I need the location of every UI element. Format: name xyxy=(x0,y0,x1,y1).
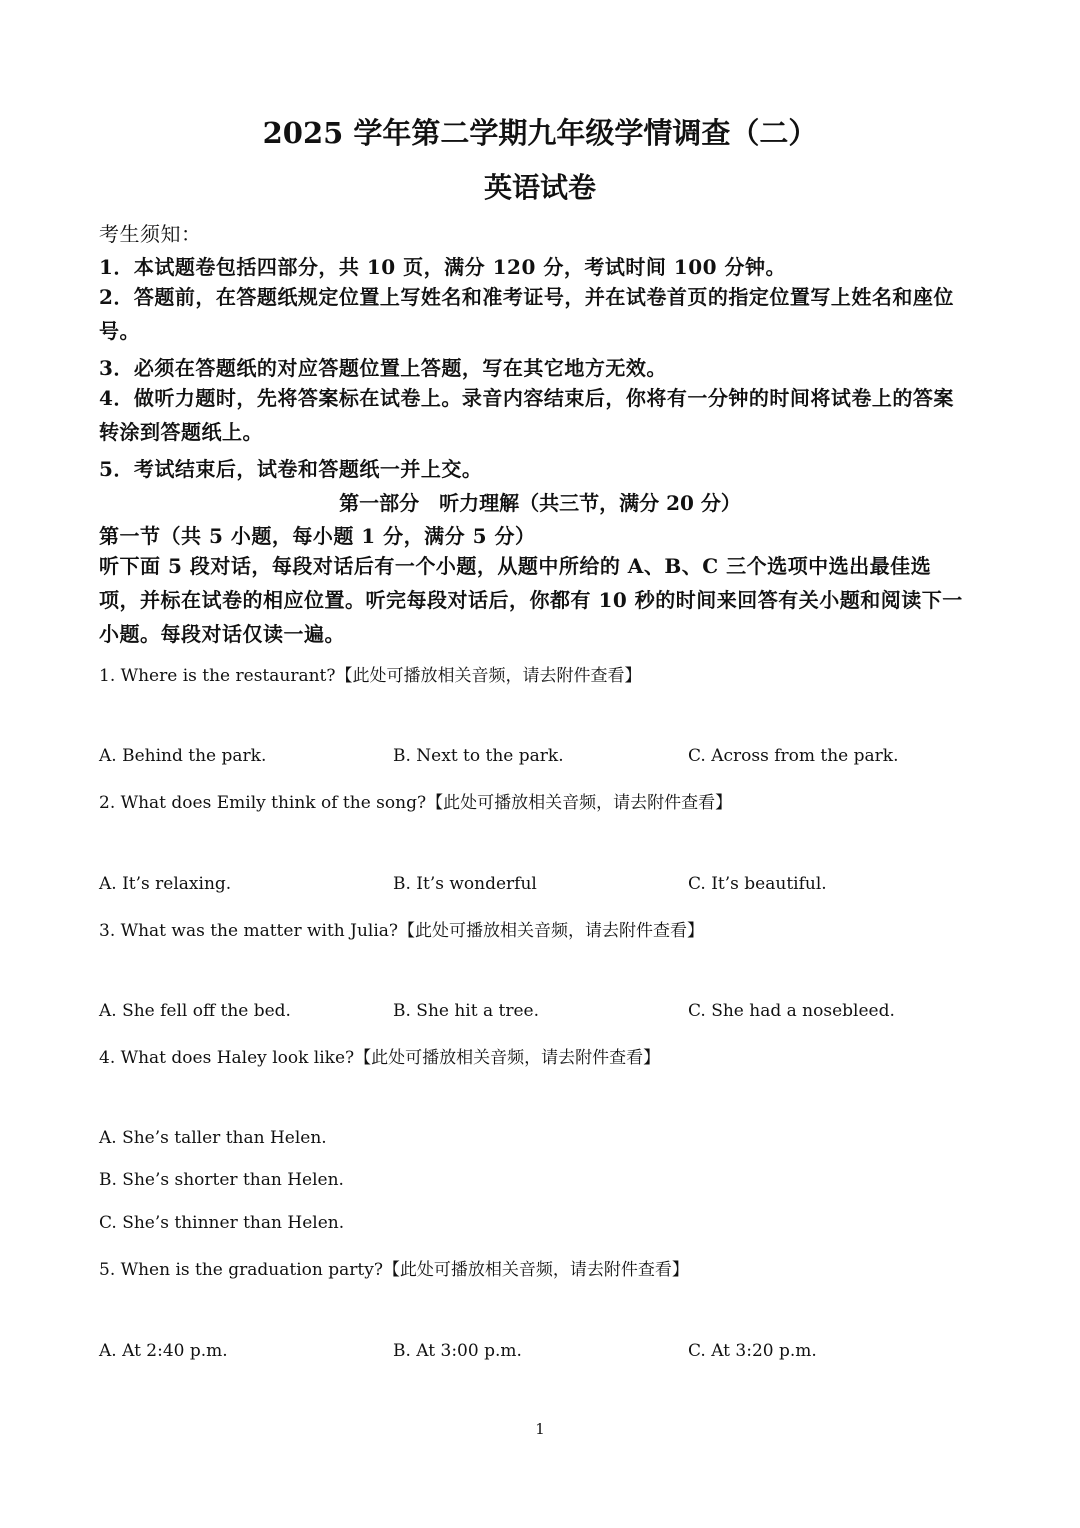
exam-subtitle: 英语试卷 xyxy=(483,171,596,204)
page-number: 1 xyxy=(535,1420,545,1438)
q4-option-c: C. She’s thinner than Helen. xyxy=(99,1213,345,1233)
q3-option-a: A. She fell off the bed. xyxy=(99,1001,291,1021)
question-1: 1. Where is the restaurant?【此处可播放相关音频，请去附件查看】 xyxy=(99,666,642,686)
question-4: 4. What does Haley look like?【此处可播放相关音频，请去附件查看】 xyxy=(99,1048,661,1068)
section1-heading: 第一节（共 5 小题，每小题 1 分，满分 5 分） xyxy=(99,524,536,548)
notice-item-1: 1．本试题卷包括四部分，共 10 页，满分 120 分，考试时间 100 分钟。 xyxy=(99,255,787,279)
notice-item-5: 5．考试结束后，试卷和答题纸一并上交。 xyxy=(99,457,483,481)
question-3: 3. What was the matter with Julia?【此处可播放相关音频，请去附件查看】 xyxy=(99,921,705,941)
q5-option-c: C. At 3:20 p.m. xyxy=(688,1341,817,1361)
q1-option-c: C. Across from the park. xyxy=(688,746,899,766)
question-2: 2. What does Emily think of the song?【此处可播放相关音频，请去附件查看】 xyxy=(99,793,733,813)
notice-item-3: 3．必须在答题纸的对应答题位置上答题，写在其它地方无效。 xyxy=(99,356,667,380)
q3-option-b: B. She hit a tree. xyxy=(393,1001,540,1021)
section1-instructions: 听下面 5 段对话，每段对话后有一个小题，从题中所给的 A、B、C 三个选项中选出最佳选项，并标在试卷的相应位置。听完每段对话后，你都有 10 秒的时间来回答有关小题和阅读下一小题。每段对话仅读一遍。 xyxy=(99,554,963,646)
q2-option-b: B. It’s wonderful xyxy=(393,874,537,894)
q3-option-c: C. She had a nosebleed. xyxy=(688,1001,895,1021)
notice-item-2: 2．答题前，在答题纸规定位置上写姓名和准考证号，并在试卷首页的指定位置写上姓名和座位号。 xyxy=(99,285,954,343)
q4-option-b: B. She’s shorter than Helen. xyxy=(99,1170,344,1190)
q2-option-a: A. It’s relaxing. xyxy=(99,874,232,894)
exam-title: 2025 学年第二学期九年级学情调查（二） xyxy=(262,116,818,150)
q4-option-a: A. She’s taller than Helen. xyxy=(99,1128,327,1148)
q5-option-b: B. At 3:00 p.m. xyxy=(393,1341,522,1361)
q5-option-a: A. At 2:40 p.m. xyxy=(99,1341,228,1361)
notice-heading: 考生须知： xyxy=(99,222,202,246)
notice-item-4: 4．做听力题时，先将答案标在试卷上。录音内容结束后，你将有一分钟的时间将试卷上的答案转涂到答题纸上。 xyxy=(99,386,954,444)
q1-option-a: A. Behind the park. xyxy=(99,746,267,766)
q2-option-c: C. It’s beautiful. xyxy=(688,874,827,894)
q1-option-b: B. Next to the park. xyxy=(393,746,564,766)
part1-heading: 第一部分 听力理解（共三节，满分 20 分） xyxy=(339,491,741,515)
question-5: 5. When is the graduation party?【此处可播放相关音频，请去附件查看】 xyxy=(99,1260,689,1280)
